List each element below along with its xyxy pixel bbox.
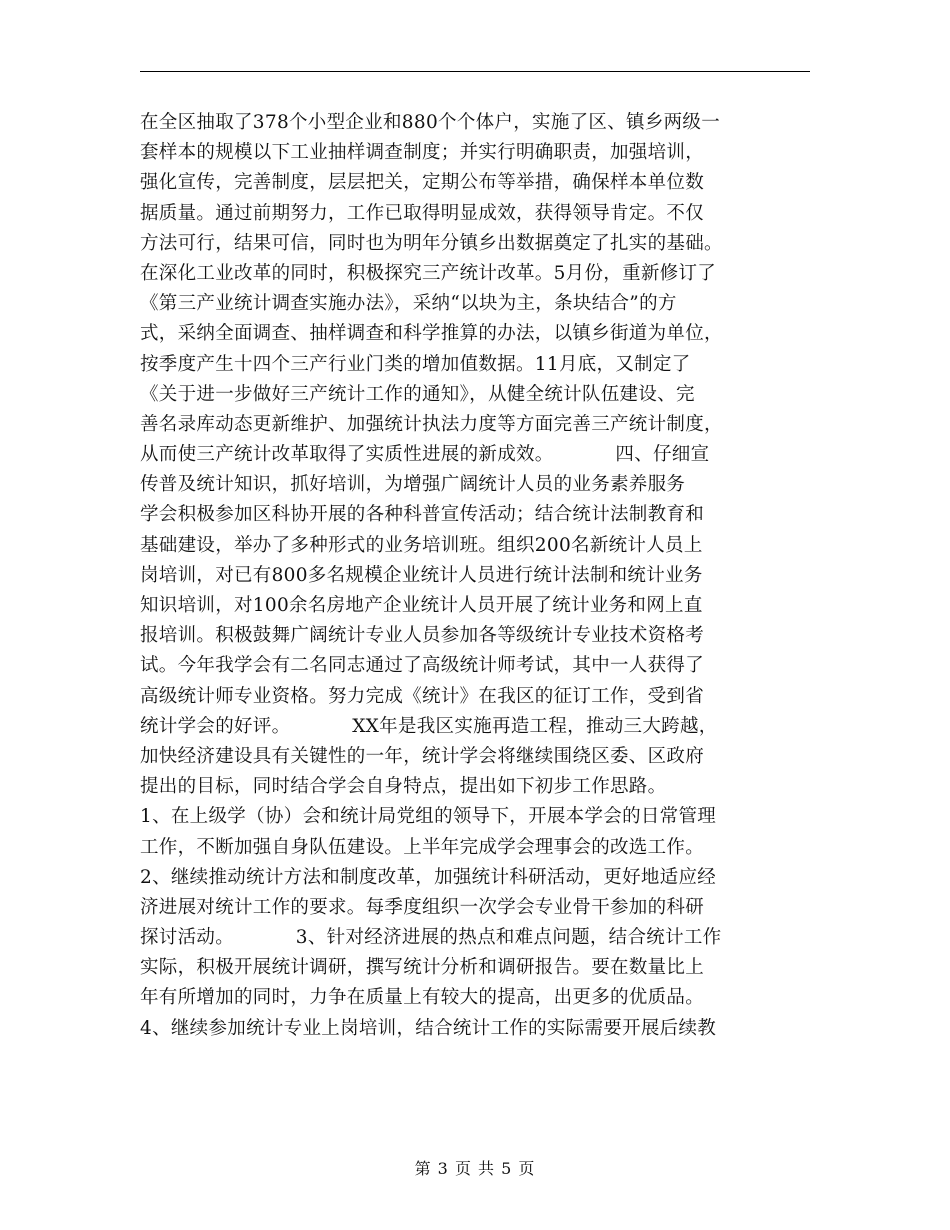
header-rule	[140, 71, 810, 72]
text-line: 从而使三产统计改革取得了实质性进展的新成效。 四、仔细宣	[140, 444, 710, 466]
text-line: 方法可行，结果可信，同时也为明年分镇乡出数据奠定了扎实的基础。	[140, 232, 723, 254]
text-line: 年有所增加的同时，力争在质量上有较大的提高，出更多的优质品。	[140, 987, 705, 1009]
text-line: 2、继续推动统计方法和制度改革，加强统计科研活动，更好地适应经	[140, 866, 717, 888]
text-line: 实际，积极开展统计调研，撰写统计分析和调研报告。要在数量比上	[140, 957, 705, 979]
text-line: 在全区抽取了378个小型企业和880个个体户，实施了区、镇乡两级一	[140, 112, 721, 133]
text-line: 《第三产业统计调查实施办法》，采纳“以块为主，条块结合”的方	[140, 293, 677, 315]
text-line: 高级统计师专业资格。努力完成《统计》在我区的征订工作，受到省	[140, 685, 705, 707]
text-line: 4、继续参加统计专业上岗培训，结合统计工作的实际需要开展后续教	[140, 1017, 717, 1039]
page-number: 第 3 页 共 5 页	[414, 1159, 536, 1178]
text-line: 济进展对统计工作的要求。每季度组织一次学会专业骨干参加的科研	[140, 896, 705, 918]
text-line: 式，采纳全面调查、抽样调查和科学推算的办法，以镇乡街道为单位，	[140, 323, 723, 345]
text-line: 岗培训，对已有800多名规模企业统计人员进行统计法制和统计业务	[140, 564, 703, 586]
text-line: 按季度产生十四个三产行业门类的增加值数据。11月底，又制定了	[140, 353, 691, 375]
text-line: 报培训。积极鼓舞广阔统计专业人员参加各等级统计专业技术资格考	[140, 625, 705, 647]
text-line: 学会积极参加区科协开展的各种科普宣传活动；结合统计法制教育和	[140, 504, 705, 526]
text-line: 善名录库动态更新维护、加强统计执法力度等方面完善三产统计制度，	[140, 413, 723, 435]
text-line: 《关于进一步做好三产统计工作的通知》，从健全统计队伍建设、完	[140, 383, 695, 405]
text-line: 传普及统计知识，抓好培训，为增强广阔统计人员的业务素养服务	[140, 474, 686, 496]
document-body	[140, 108, 820, 1044]
text-line: 加快经济建设具有关键性的一年，统计学会将继续围绕区委、区政府	[140, 745, 705, 767]
text-line: 试。今年我学会有二名同志通过了高级统计师考试，其中一人获得了	[140, 655, 705, 677]
text-line: 据质量。通过前期努力，工作已取得明显成效，获得领导肯定。不仅	[140, 202, 705, 224]
text-line: 工作，不断加强自身队伍建设。上半年完成学会理事会的改选工作。	[140, 836, 705, 858]
text-line: 提出的目标，同时结合学会自身特点，提出如下初步工作思路。	[140, 776, 667, 798]
text-line: 知识培训，对100余名房地产企业统计人员开展了统计业务和网上直	[140, 595, 703, 616]
text-line: 基础建设，举办了多种形式的业务培训班。组织200名新统计人员上	[140, 534, 703, 556]
text-line: 套样本的规模以下工业抽样调查制度；并实行明确职责，加强培训，	[140, 142, 705, 164]
text-line: 统计学会的好评。 XX年是我区实施再造工程，推动三大跨越，	[140, 715, 718, 737]
text-line: 在深化工业改革的同时，积极探究三产统计改革。5月份，重新修订了	[140, 262, 717, 284]
text-line: 1、在上级学（协）会和统计局党组的领导下，开展本学会的日常管理	[140, 806, 717, 828]
text-line: 强化宣传，完善制度，层层把关，定期公布等举措，确保样本单位数	[140, 172, 705, 194]
text-line: 探讨活动。 3、针对经济进展的热点和难点问题，结合统计工作	[140, 927, 722, 949]
